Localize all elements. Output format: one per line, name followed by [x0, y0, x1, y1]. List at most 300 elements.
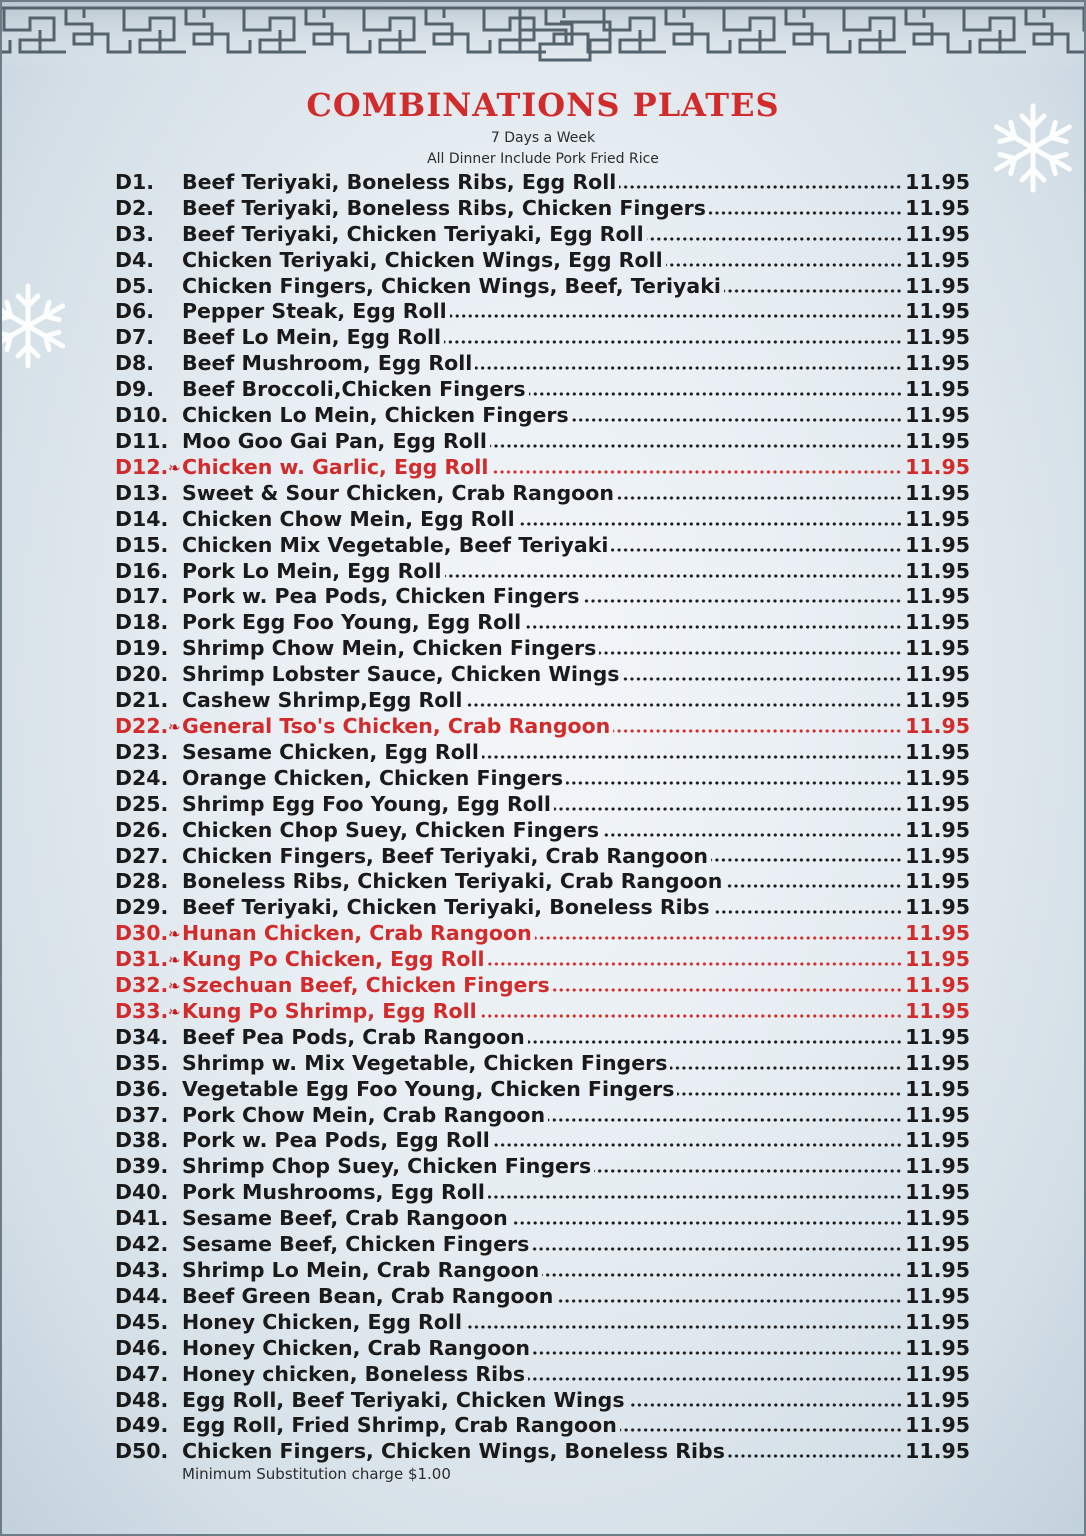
menu-item-name: Beef Teriyaki, Chicken Teriyaki, Egg Roll	[182, 221, 644, 246]
menu-item-name: Beef Teriyaki, Boneless Ribs, Egg Roll	[182, 169, 617, 194]
menu-item	[115, 221, 970, 247]
menu-item-code	[115, 1077, 173, 1101]
menu-item-code-text: D30.	[115, 921, 169, 946]
dot-leader	[602, 833, 902, 837]
menu-item-code	[115, 998, 181, 1023]
dot-leader	[450, 314, 902, 318]
menu-item-name: Beef Green Bean, Crab Rangoon	[182, 1283, 554, 1308]
menu-item-name: Honey chicken, Boneless Ribs	[182, 1361, 526, 1386]
menu-item-price: 11.95	[905, 921, 970, 946]
menu-item-name: Sesame Beef, Chicken Fingers	[182, 1232, 530, 1257]
menu-item-price: 11.95	[905, 843, 970, 868]
menu-item-price: 11.95	[905, 1232, 970, 1257]
menu-item-code-text: D7.	[115, 325, 155, 350]
menu-item-code	[115, 740, 173, 764]
menu-item	[115, 428, 970, 454]
menu-item-code-text: D4.	[115, 247, 155, 272]
dot-leader	[620, 1428, 902, 1432]
menu-item-price: 11.95	[905, 1102, 970, 1127]
dot-leader	[511, 1221, 902, 1225]
menu-item	[115, 1179, 970, 1205]
pepper-icon: ❧	[168, 458, 181, 477]
menu-item-name: Honey Chicken, Crab Rangoon	[182, 1335, 531, 1360]
menu-item-price: 11.95	[905, 532, 970, 557]
menu-item-price: 11.95	[905, 1439, 970, 1464]
menu-item-code	[115, 533, 173, 557]
snowflake-icon	[0, 278, 68, 374]
menu-item	[115, 765, 970, 791]
menu-item-name: Beef Teriyaki, Chicken Teriyaki, Boneless Ribs	[182, 895, 710, 920]
menu-item-name: Chicken Chop Suey, Chicken Fingers	[182, 817, 600, 842]
menu-item-price: 11.95	[905, 351, 970, 376]
menu-item-list	[115, 169, 970, 1464]
menu-item-price: 11.95	[905, 662, 970, 687]
dot-leader	[493, 1143, 902, 1147]
menu-item-code-text: D21.	[115, 688, 169, 713]
menu-item-price: 11.95	[905, 1128, 970, 1153]
menu-item-code	[115, 973, 181, 998]
menu-item-name: Shrimp Chow Mein, Chicken Fingers	[182, 636, 597, 661]
menu-item-price: 11.95	[905, 1050, 970, 1075]
dot-leader	[725, 884, 902, 888]
menu-item	[115, 1024, 970, 1050]
menu-item-code	[115, 196, 173, 220]
menu-item-name: General Tso's Chicken, Crab Rangoon	[182, 713, 611, 738]
menu-item-code-text: D20.	[115, 662, 169, 687]
menu-item-code	[115, 947, 181, 972]
menu-item-name: Kung Po Shrimp, Egg Roll	[182, 998, 477, 1023]
menu-item	[115, 713, 970, 739]
menu-item	[115, 247, 970, 273]
menu-item-name: Chicken Lo Mein, Chicken Fingers	[182, 403, 569, 428]
menu-item-price: 11.95	[905, 403, 970, 428]
dot-leader	[666, 263, 903, 267]
menu-item-price: 11.95	[905, 713, 970, 738]
menu-item-code-text: D44.	[115, 1283, 169, 1308]
menu-item-code	[115, 507, 173, 531]
menu-item-code-text: D3.	[115, 221, 155, 246]
menu-item-code	[115, 713, 181, 738]
dot-leader	[480, 1014, 903, 1018]
menu-item-code-text: D28.	[115, 869, 169, 894]
menu-item	[115, 1153, 970, 1179]
menu-item	[115, 1050, 970, 1076]
menu-item-code	[115, 818, 173, 842]
lattice-border	[0, 0, 1086, 70]
menu-item-name: Vegetable Egg Foo Young, Chicken Fingers	[182, 1076, 675, 1101]
menu-item-price: 11.95	[905, 817, 970, 842]
menu-item-price: 11.95	[905, 429, 970, 454]
menu-item-name: Boneless Ribs, Chicken Teriyaki, Crab Rangoon	[182, 869, 723, 894]
menu-item-code	[115, 1232, 173, 1256]
dot-leader	[518, 522, 903, 526]
dot-leader	[548, 1118, 902, 1122]
menu-item-price: 11.95	[905, 1206, 970, 1231]
menu-item-code	[115, 584, 173, 608]
menu-item-name: Hunan Chicken, Crab Rangoon	[182, 921, 532, 946]
menu-item-code	[115, 869, 173, 893]
menu-item-name: Sweet & Sour Chicken, Crab Rangoon	[182, 480, 614, 505]
menu-item-price: 11.95	[905, 1024, 970, 1049]
dot-leader	[594, 1169, 902, 1173]
dot-leader	[713, 910, 903, 914]
menu-item-code	[115, 299, 173, 323]
dot-leader	[491, 470, 902, 474]
dot-leader	[613, 729, 902, 733]
menu-item	[115, 480, 970, 506]
menu-item-name: Shrimp Egg Foo Young, Egg Roll	[182, 791, 551, 816]
menu-item-price: 11.95	[905, 610, 970, 635]
menu-item-code	[115, 559, 173, 583]
menu-item-code	[115, 921, 181, 946]
menu-item-price: 11.95	[905, 973, 970, 998]
menu-item	[115, 791, 970, 817]
menu-item-code-text: D41.	[115, 1206, 169, 1231]
menu-item-price: 11.95	[905, 895, 970, 920]
menu-item-price: 11.95	[905, 791, 970, 816]
menu-item-code	[115, 1103, 173, 1127]
menu-item-name: Chicken w. Garlic, Egg Roll	[182, 454, 489, 479]
menu-item	[115, 817, 970, 843]
menu-item	[115, 584, 970, 610]
menu-item-name: Shrimp Lo Mein, Crab Rangoon	[182, 1258, 540, 1283]
menu-item-name: Egg Roll, Beef Teriyaki, Chicken Wings	[182, 1387, 625, 1412]
menu-item-code	[115, 636, 173, 660]
menu-item-price: 11.95	[905, 1154, 970, 1179]
dot-leader	[542, 1273, 902, 1277]
menu-item-price: 11.95	[905, 765, 970, 790]
menu-item-price: 11.95	[905, 1258, 970, 1283]
menu-item-price: 11.95	[905, 688, 970, 713]
menu-item	[115, 506, 970, 532]
menu-item	[115, 1205, 970, 1231]
menu-item-name: Honey Chicken, Egg Roll	[182, 1309, 462, 1334]
menu-item	[115, 1102, 970, 1128]
menu-item-code-text: D43.	[115, 1258, 169, 1283]
menu-item-code-text: D42.	[115, 1232, 169, 1257]
menu-item-code-text: D35.	[115, 1050, 169, 1075]
dot-leader	[599, 651, 902, 655]
menu-item	[115, 169, 970, 195]
menu-item-name: Pork Egg Foo Young, Egg Roll	[182, 610, 522, 635]
dot-leader	[670, 1066, 902, 1070]
menu-item	[115, 843, 970, 869]
menu-item-code-text: D17.	[115, 584, 169, 609]
menu-item	[115, 195, 970, 221]
pepper-icon: ❧	[168, 925, 181, 944]
menu-item-name: Orange Chicken, Chicken Fingers	[182, 765, 564, 790]
menu-item-name: Kung Po Chicken, Egg Roll	[182, 947, 485, 972]
menu-item-price: 11.95	[905, 558, 970, 583]
menu-item-code-text: D50.	[115, 1439, 169, 1464]
dot-leader	[465, 703, 902, 707]
menu-item-code-text: D27.	[115, 843, 169, 868]
dot-leader	[532, 1247, 902, 1251]
menu-item-code-text: D16.	[115, 558, 169, 583]
menu-item-code-text: D25.	[115, 791, 169, 816]
menu-item-code-text: D1.	[115, 169, 155, 194]
menu-item-name: Pepper Steak, Egg Roll	[182, 299, 447, 324]
dot-leader	[528, 1040, 902, 1044]
menu-item-code	[115, 403, 173, 427]
menu-item-code	[115, 170, 173, 194]
pepper-icon: ❧	[168, 951, 181, 970]
menu-item-code-text: D26.	[115, 817, 169, 842]
menu-item-price: 11.95	[905, 1076, 970, 1101]
menu-item-name: Pork Mushrooms, Egg Roll	[182, 1180, 485, 1205]
menu-item-code-text: D13.	[115, 480, 169, 505]
menu-item-price: 11.95	[905, 869, 970, 894]
dot-leader	[524, 625, 902, 629]
menu-item-code	[115, 481, 173, 505]
menu-item-name: Pork Chow Mein, Crab Rangoon	[182, 1102, 546, 1127]
menu-item-code-text: D10.	[115, 403, 169, 428]
menu-item-price: 11.95	[905, 299, 970, 324]
menu-item-price: 11.95	[905, 480, 970, 505]
menu-item-code	[115, 1362, 173, 1386]
menu-item	[115, 1076, 970, 1102]
menu-item-code	[115, 454, 181, 479]
menu-item-price: 11.95	[905, 1361, 970, 1386]
menu-item-code-text: D47.	[115, 1361, 169, 1386]
menu-item	[115, 998, 970, 1024]
menu-item-code	[115, 1025, 173, 1049]
menu-item	[115, 946, 970, 972]
menu-item-code-text: D31.	[115, 947, 169, 972]
menu-item-code	[115, 1336, 173, 1360]
menu-item	[115, 1438, 970, 1464]
menu-item-price: 11.95	[905, 739, 970, 764]
substitution-note: Minimum Substitution charge $1.00	[182, 1465, 451, 1483]
menu-item	[115, 739, 970, 765]
menu-item-code-text: D18.	[115, 610, 169, 635]
menu-item-code-text: D2.	[115, 195, 155, 220]
menu-item-price: 11.95	[905, 1309, 970, 1334]
menu-item	[115, 1283, 970, 1309]
menu-item-code-text: D49.	[115, 1413, 169, 1438]
menu-item-code	[115, 377, 173, 401]
menu-item-code-text: D48.	[115, 1387, 169, 1412]
dot-leader	[528, 1377, 902, 1381]
menu-item-name: Pork Lo Mein, Egg Roll	[182, 558, 442, 583]
menu-item-code-text: D22.	[115, 713, 169, 738]
menu-item-code-text: D37.	[115, 1102, 169, 1127]
dot-leader	[556, 1299, 902, 1303]
menu-item-price: 11.95	[905, 454, 970, 479]
menu-item-price: 11.95	[905, 247, 970, 272]
dot-leader	[628, 1403, 903, 1407]
menu-item-price: 11.95	[905, 325, 970, 350]
menu-item	[115, 454, 970, 480]
menu-item	[115, 609, 970, 635]
menu-item-code	[115, 274, 173, 298]
menu-item-code	[115, 895, 173, 919]
menu-item-name: Beef Mushroom, Egg Roll	[182, 351, 473, 376]
menu-item-code-text: D11.	[115, 429, 169, 454]
menu-item-name: Pork w. Pea Pods, Chicken Fingers	[182, 584, 580, 609]
dot-leader	[553, 988, 902, 992]
dot-leader	[465, 1325, 902, 1329]
menu-title: COMBINATIONS PLATES	[306, 86, 780, 124]
menu-subtitle-days: 7 Days a Week	[490, 130, 596, 146]
menu-item-code	[115, 351, 173, 375]
dot-leader	[711, 858, 902, 862]
menu-item-code	[115, 1051, 173, 1075]
menu-item	[115, 532, 970, 558]
menu-item-name: Chicken Fingers, Chicken Wings, Boneless Ribs	[182, 1439, 725, 1464]
menu-item-code-text: D45.	[115, 1309, 169, 1334]
menu-item-code	[115, 248, 173, 272]
menu-item-code-text: D40.	[115, 1180, 169, 1205]
menu-item	[115, 273, 970, 299]
menu-item	[115, 868, 970, 894]
menu-item	[115, 299, 970, 325]
menu-item	[115, 1231, 970, 1257]
pepper-icon: ❧	[168, 717, 181, 736]
pepper-icon: ❧	[168, 1002, 181, 1021]
menu-item-price: 11.95	[905, 998, 970, 1023]
menu-item	[115, 1309, 970, 1335]
menu-item-code	[115, 610, 173, 634]
menu-item-price: 11.95	[905, 195, 970, 220]
menu-item-name: Beef Pea Pods, Crab Rangoon	[182, 1024, 525, 1049]
dot-leader	[709, 211, 902, 215]
menu-item-name: Chicken Chow Mein, Egg Roll	[182, 506, 515, 531]
dot-leader	[529, 392, 903, 396]
menu-item-price: 11.95	[905, 636, 970, 661]
menu-item-code	[115, 222, 173, 246]
menu-item-price: 11.95	[905, 506, 970, 531]
dot-leader	[445, 574, 903, 578]
menu-item-code	[115, 766, 173, 790]
dot-leader	[724, 289, 902, 293]
dot-leader	[677, 1092, 902, 1096]
menu-item	[115, 376, 970, 402]
menu-item-code	[115, 1206, 173, 1230]
menu-item-name: Pork w. Pea Pods, Egg Roll	[182, 1128, 490, 1153]
menu-item-name: Shrimp w. Mix Vegetable, Chicken Fingers	[182, 1050, 668, 1075]
dot-leader	[622, 677, 902, 681]
menu-item-code-text: D36.	[115, 1076, 169, 1101]
menu-item-name: Chicken Fingers, Beef Teriyaki, Crab Rangoon	[182, 843, 708, 868]
menu-item-name: Chicken Mix Vegetable, Beef Teriyaki	[182, 532, 609, 557]
menu-item-code	[115, 1413, 173, 1437]
menu-item	[115, 1257, 970, 1283]
menu-item-price: 11.95	[905, 584, 970, 609]
menu-item-name: Shrimp Lobster Sauce, Chicken Wings	[182, 662, 620, 687]
menu-item	[115, 920, 970, 946]
menu-item-price: 11.95	[905, 947, 970, 972]
menu-item	[115, 661, 970, 687]
dot-leader	[611, 548, 902, 552]
menu-item-code-text: D6.	[115, 299, 155, 324]
dot-leader	[647, 237, 903, 241]
menu-item-price: 11.95	[905, 169, 970, 194]
menu-item	[115, 402, 970, 428]
menu-item-code-text: D23.	[115, 739, 169, 764]
dot-leader	[490, 444, 902, 448]
menu-item-code-text: D33.	[115, 998, 169, 1023]
menu-item-name: Chicken Fingers, Chicken Wings, Beef, Teriyaki	[182, 273, 721, 298]
menu-item-name: Shrimp Chop Suey, Chicken Fingers	[182, 1154, 592, 1179]
dot-leader	[482, 755, 902, 759]
menu-item-code-text: D46.	[115, 1335, 169, 1360]
menu-item-code	[115, 429, 173, 453]
dot-leader	[535, 936, 902, 940]
dot-leader	[554, 807, 902, 811]
menu-item-code	[115, 325, 173, 349]
dot-leader	[475, 366, 902, 370]
menu-item-name: Beef Teriyaki, Boneless Ribs, Chicken Fingers	[182, 195, 706, 220]
menu-item-price: 11.95	[905, 1180, 970, 1205]
menu-item-code-text: D34.	[115, 1024, 169, 1049]
menu-item-name: Beef Lo Mein, Egg Roll	[182, 325, 442, 350]
menu-item-code-text: D14.	[115, 506, 169, 531]
dot-leader	[533, 1351, 902, 1355]
menu-item-code-text: D19.	[115, 636, 169, 661]
menu-item	[115, 324, 970, 350]
menu-item	[115, 1387, 970, 1413]
menu-subtitle-rice: All Dinner Include Pork Fried Rice	[427, 151, 659, 167]
menu-item-code-text: D9.	[115, 377, 155, 402]
menu-item	[115, 1361, 970, 1387]
menu-item-name: Chicken Teriyaki, Chicken Wings, Egg Roll	[182, 247, 663, 272]
menu-item-name: Sesame Beef, Crab Rangoon	[182, 1206, 508, 1231]
menu-item-name: Sesame Chicken, Egg Roll	[182, 739, 479, 764]
menu-item-name: Egg Roll, Fried Shrimp, Crab Rangoon	[182, 1413, 617, 1438]
menu-item-code-text: D39.	[115, 1154, 169, 1179]
menu-item-name: Szechuan Beef, Chicken Fingers	[182, 973, 550, 998]
menu-item-code-text: D38.	[115, 1128, 169, 1153]
menu-item-price: 11.95	[905, 221, 970, 246]
menu-item-code	[115, 1180, 173, 1204]
dot-leader	[444, 340, 902, 344]
menu-item	[115, 1335, 970, 1361]
menu-item	[115, 1128, 970, 1154]
menu-item-code	[115, 662, 173, 686]
menu-item-name: Beef Broccoli,Chicken Fingers	[182, 377, 526, 402]
menu-item-code-text: D15.	[115, 532, 169, 557]
dot-leader	[617, 496, 902, 500]
menu-item-code	[115, 1284, 173, 1308]
menu-item-code	[115, 1310, 173, 1334]
dot-leader	[728, 1454, 902, 1458]
menu-item	[115, 635, 970, 661]
menu-item-price: 11.95	[905, 1335, 970, 1360]
menu-item-code	[115, 792, 173, 816]
dot-leader	[582, 599, 902, 603]
menu-item-name: Moo Goo Gai Pan, Egg Roll	[182, 429, 487, 454]
menu-item-price: 11.95	[905, 1387, 970, 1412]
menu-item-price: 11.95	[905, 377, 970, 402]
menu-item-code-text: D32.	[115, 973, 169, 998]
menu-item-code	[115, 688, 173, 712]
menu-item-code	[115, 1388, 173, 1412]
menu-item	[115, 558, 970, 584]
dot-leader	[572, 418, 902, 422]
menu-item-code	[115, 1439, 173, 1463]
menu-item-code-text: D29.	[115, 895, 169, 920]
dot-leader	[619, 185, 902, 189]
pepper-icon: ❧	[168, 977, 181, 996]
menu-item	[115, 972, 970, 998]
menu-item-price: 11.95	[905, 273, 970, 298]
menu-item	[115, 894, 970, 920]
dot-leader	[566, 781, 902, 785]
menu-item-code-text: D5.	[115, 273, 155, 298]
dot-leader	[488, 1195, 902, 1199]
dot-leader	[488, 962, 903, 966]
